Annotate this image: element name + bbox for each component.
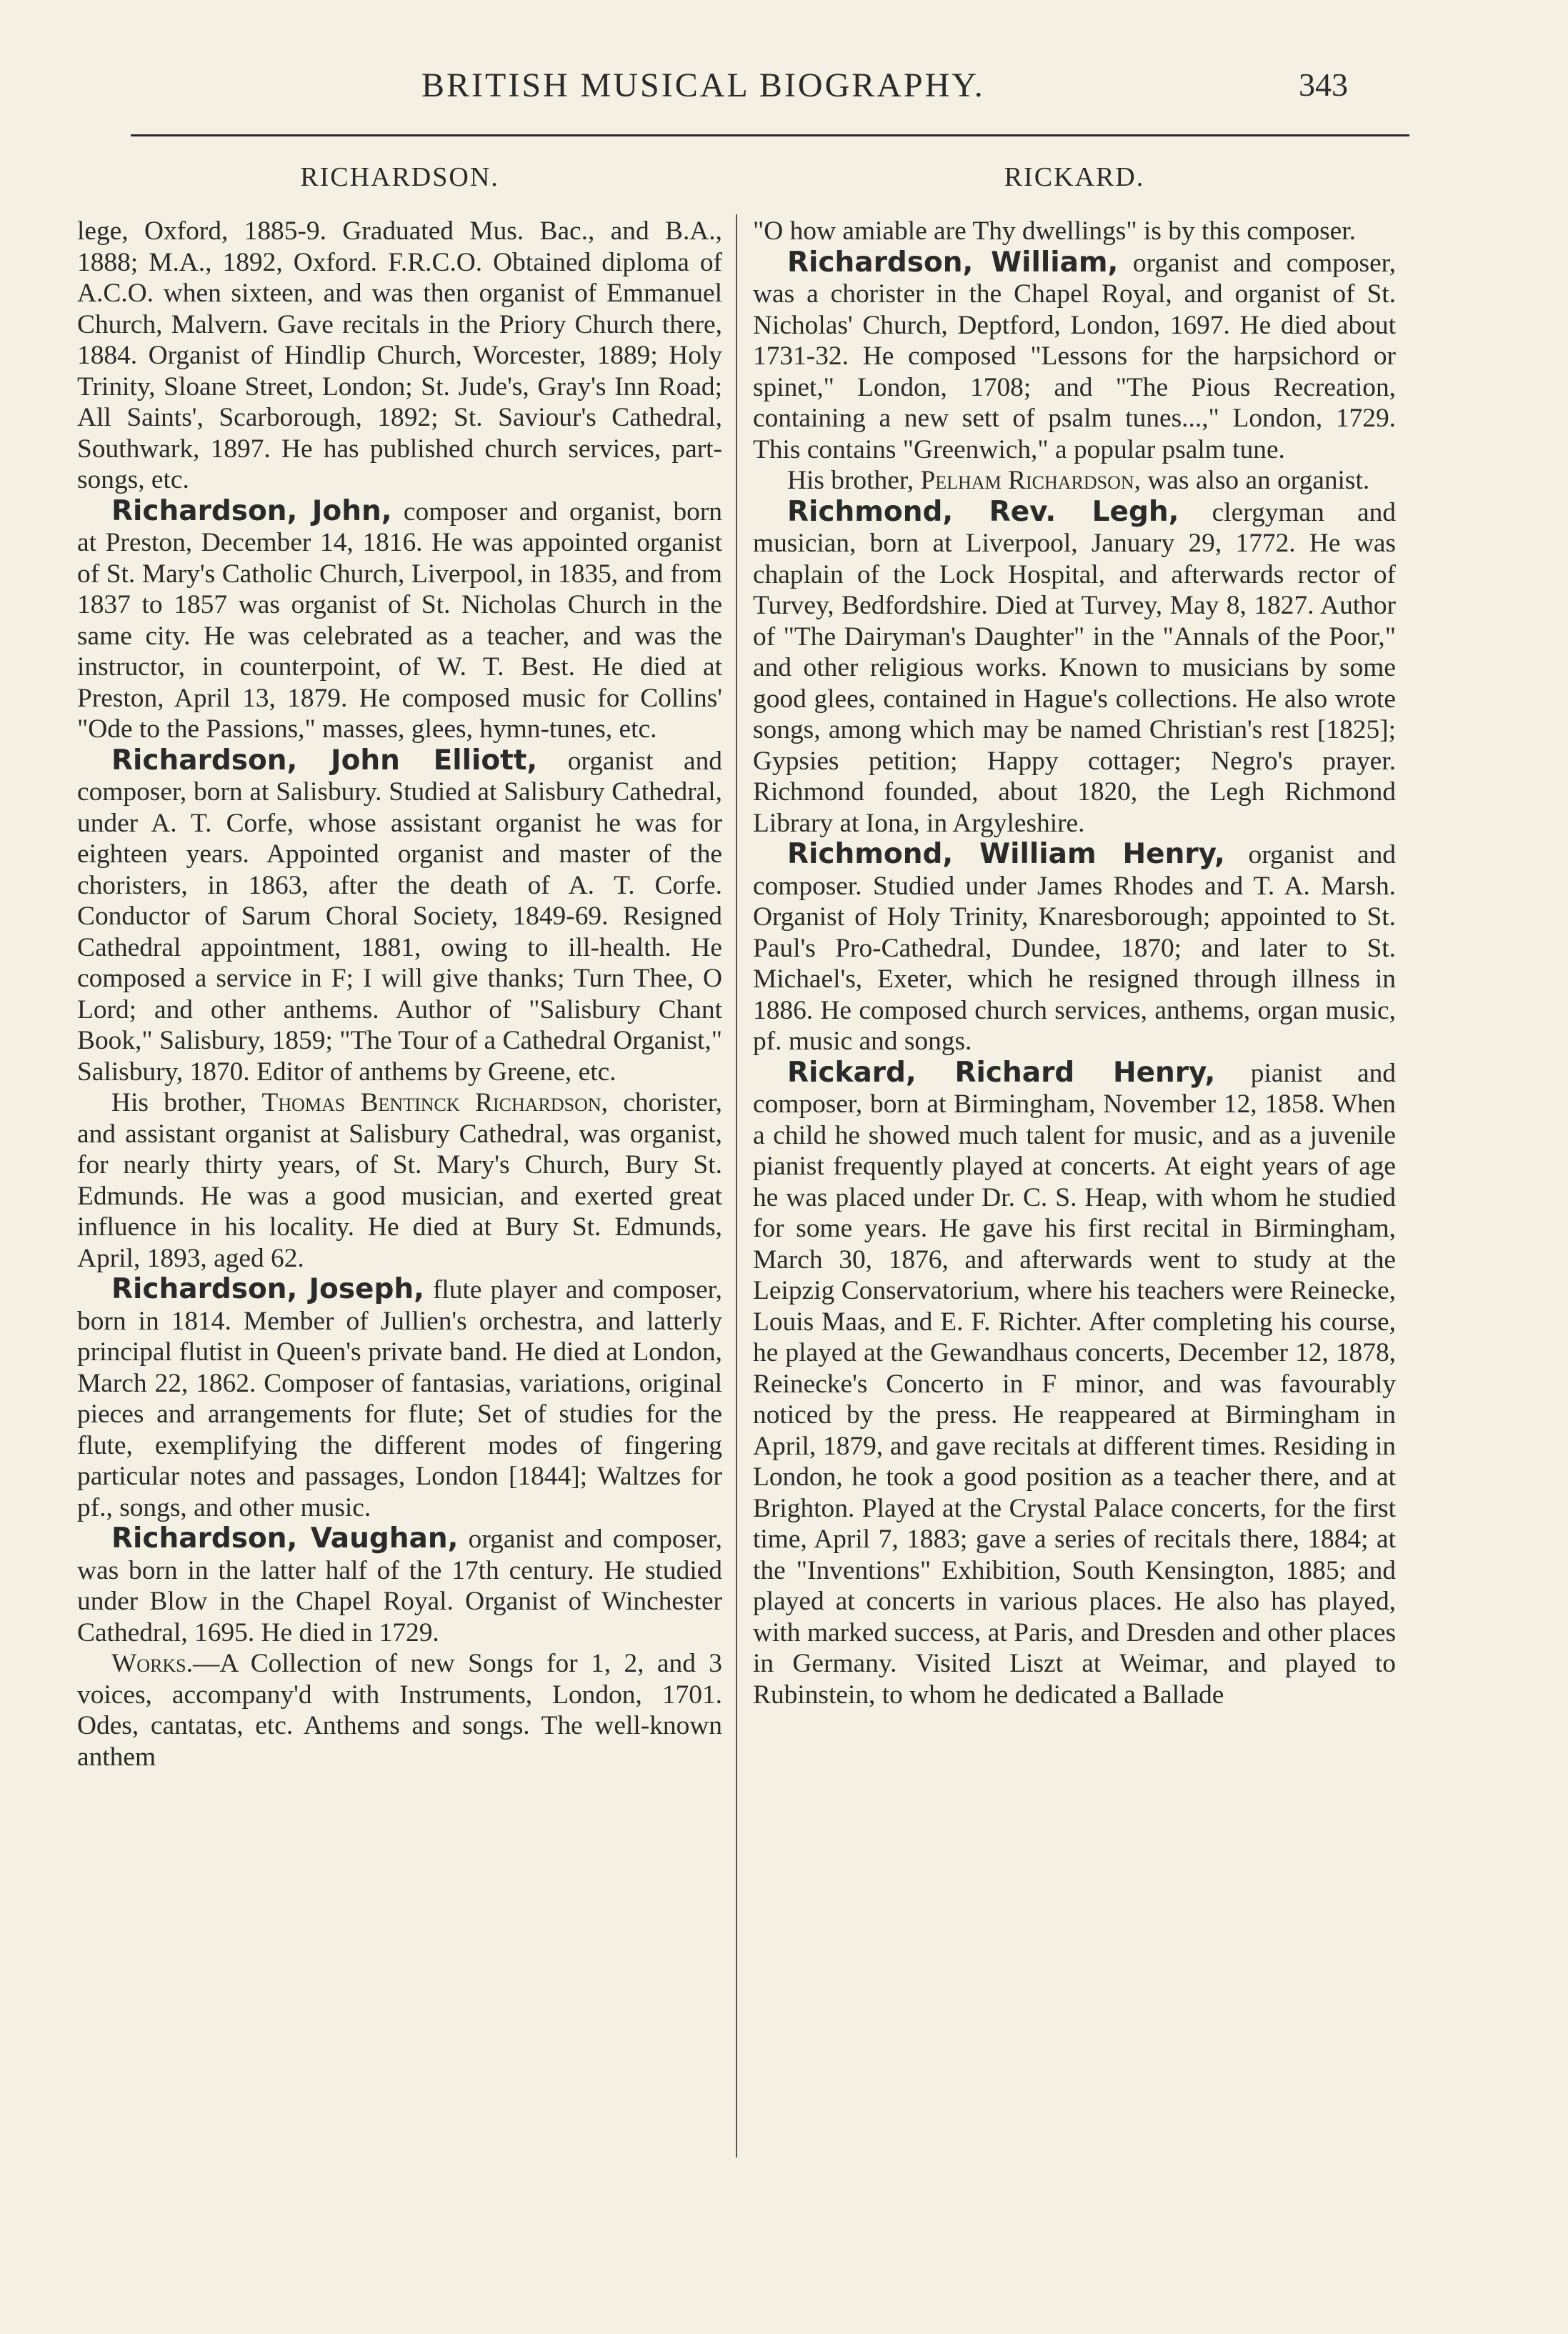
right-column-heading: RICKARD.	[1004, 162, 1145, 192]
works-label: Works.	[111, 1649, 193, 1678]
entry-text: organist and composer, was born in the latter half of the 17th century. He studied under Blow in the Chapel Royal. Organist of Winchester Cathedral, 1695. He died in 1729.	[77, 1525, 722, 1647]
small-caps-name: Thomas Bentinck Richardson	[261, 1088, 601, 1117]
left-column-heading: RICHARDSON.	[300, 162, 499, 192]
entry-richmond-william-henry	[753, 839, 1396, 1057]
entry-text: composer and organist, born at Preston, December 14, 1816. He was appointed organist of St. Mary's Catholic Church, Liverpool, in 1835, and from 1837 to 1857 was organist of St. Nicholas Church in the same city. He was celebrated as a teacher, and was the instructor, in counterpoint, of W. T. Best. He died at Preston, April 13, 1879. He composed music for Collins' "Ode to the Passions," masses, glees, hymn-tunes, etc.	[77, 497, 722, 744]
entry-headword: Rickard, Richard Henry,	[787, 1056, 1216, 1089]
entry-text: clergyman and musician, born at Liverpool, January 29, 1772. He was chaplain of the Lock Hospital, and afterwards rector of Turvey, Bedfordshire. Died at Turvey, May 8, 1827. Author of "The Dairyman's Daughter" in the "Annals of the Poor," and other religious works. Known to musicians by some good glees, contained in Hague's collections. He also wrote songs, among which may be named Christian's rest [1825]; Gypsies petition; Happy cottager; Negro's prayer. Richmond founded, about 1820, the Legh Richmond Library at Iona, in Argyleshire.	[753, 497, 1396, 838]
entry-brother-note	[77, 1087, 722, 1274]
running-head: BRITISH MUSICAL BIOGRAPHY.	[421, 66, 985, 104]
entry-text: flute player and composer, born in 1814. Member of Jullien's orchestra, and latterly principal flutist in Queen's private band. He died at London, March 22, 1862. Composer of fantasias, variations, original pieces and arrangements for flute; Set of studies for the flute, exemplifying the different modes of fingering particular notes and passages, London [1844]; Waltzes for pf., songs, and other music.	[77, 1275, 722, 1522]
entry-richardson-vaughan	[77, 1523, 722, 1648]
entry-text: His brother,	[111, 1088, 262, 1117]
left-column	[77, 159, 722, 1772]
entry-headword: Richardson, Vaughan,	[111, 1522, 459, 1555]
page-header	[0, 66, 1568, 116]
entry-text: , was also an organist.	[1134, 466, 1370, 495]
entry-richardson-joseph	[77, 1274, 722, 1523]
entry-brother-note	[753, 465, 1396, 497]
entry-richardson-john-elliott	[77, 745, 722, 1088]
entry-headword: Richardson, John,	[111, 494, 392, 527]
entry-headword: Richardson, John Elliott,	[111, 744, 538, 777]
right-column	[753, 159, 1396, 1710]
entry-text: organist and composer. Studied under James Rhodes and T. A. Marsh. Organist of Holy Trinity, Knaresborough; appointed to St. Paul's Pro-Cathedral, Dundee, 1870; and later to St. Michael's, Exeter, which he resigned through illness in 1886. He composed church services, anthems, organ music, pf. music and songs.	[753, 840, 1397, 1056]
entry-text: pianist and composer, born at Birmingham, November 12, 1858. When a child he showed much talent for music, and as a juvenile pianist frequently played at concerts. At eight years of age he was placed under Dr. C. S. Heap, with whom he studied for some years. He gave his first recital in Birmingham, March 30, 1876, and afterwards went to study at the Leipzig Conservatorium, where his teachers were Reinecke, Louis Maas, and E. F. Richter. After completing his course, he played at the Gewandhaus concerts, December 12, 1878, Reinecke's Concerto in F minor, and was favourably noticed by the press. He reappeared at Birmingham in April, 1879, and gave recitals at different times. Residing in London, he took a good position as a teacher there, and at Brighton. Played at the Crystal Palace concerts, for the first time, April 7, 1883; gave a series of recitals there, 1884; at the "Inventions" Exhibition, South Kensington, 1885; and played at concerts in various places. He also has played, with marked success, at Paris, and Dresden and other places in Germany. Visited Liszt at Weimar, and played to Rubinstein, to whom he dedicated a Ballade	[753, 1058, 1396, 1710]
small-caps-name: Pelham Richardson	[920, 466, 1134, 495]
left-column-body	[77, 216, 722, 1772]
header-rule	[131, 134, 1409, 136]
column-divider	[736, 214, 737, 2158]
entry-headword: Richmond, William Henry,	[787, 838, 1225, 870]
entry-richardson-john	[77, 496, 722, 745]
entry-headword: Richardson, Joseph,	[111, 1273, 424, 1305]
page-number: 343	[1299, 66, 1348, 103]
entry-text: —A Collection of new Songs for 1, 2, and 3 voices, accompany'd with Instruments, London, 1701. Odes, cantatas, etc. Anthems and songs. The well-known anthem	[77, 1649, 722, 1772]
entry-text: organist and composer, was a chorister in the Chapel Royal, and organist of St. Nicholas' Church, Deptford, London, 1697. He died about 1731-32. He composed "Lessons for the harpsichord or spinet," London, 1708; and "The Pious Recreation, containing a new sett of psalm tunes...," London, 1729. This contains "Greenwich," a popular psalm tune.	[753, 248, 1396, 464]
entry-rickard-richard-henry	[753, 1057, 1396, 1711]
continued-paragraph: lege, Oxford, 1885-9. Graduated Mus. Bac., and B.A., 1888; M.A., 1892, Oxford. F.R.C.O. Obtained diploma of A.C.O. when sixteen, and was then organist of Emmanuel Church, Malvern. Gave recitals in the Priory Church there, 1884. Organist of Hindlip Church, Worcester, 1889; Holy Trinity, Sloane Street, London; St. Jude's, Gray's Inn Road; All Saints', Scarborough, 1892; St. Saviour's Cathedral, Southwark, 1897. He has published church services, part-songs, etc.	[77, 216, 722, 494]
entry-richmond-legh	[753, 497, 1396, 839]
entry-headword: Richmond, Rev. Legh,	[787, 495, 1179, 528]
continued-paragraph: "O how amiable are Thy dwellings" is by this composer.	[753, 216, 1356, 246]
entry-headword: Richardson, William,	[787, 246, 1119, 279]
works-paragraph	[77, 1648, 722, 1772]
right-column-body	[753, 216, 1396, 1710]
entry-richardson-william	[753, 247, 1396, 466]
entry-text: , chorister, and assistant organist at Salisbury Cathedral, was organist, for nearly thirty years, of St. Mary's Church, Bury St. Edmunds. He was a good musician, and exerted great influence in his locality. He died at Bury St. Edmunds, April, 1893, aged 62.	[77, 1088, 722, 1273]
entry-text: organist and composer, born at Salisbury. Studied at Salisbury Cathedral, under A. T. Corfe, whose assistant organist he was for eighteen years. Appointed organist and master of the choristers, in 1863, after the death of A. T. Corfe. Conductor of Sarum Choral Society, 1849-69. Resigned Cathedral appointment, 1881, owing to ill-health. He composed a service in F; I will give thanks; Turn Thee, O Lord; and other anthems. Author of "Salisbury Chant Book," Salisbury, 1859; "The Tour of a Cathedral Organist," Salisbury, 1870. Editor of anthems by Greene, etc.	[77, 746, 722, 1087]
entry-text: His brother,	[787, 466, 921, 495]
